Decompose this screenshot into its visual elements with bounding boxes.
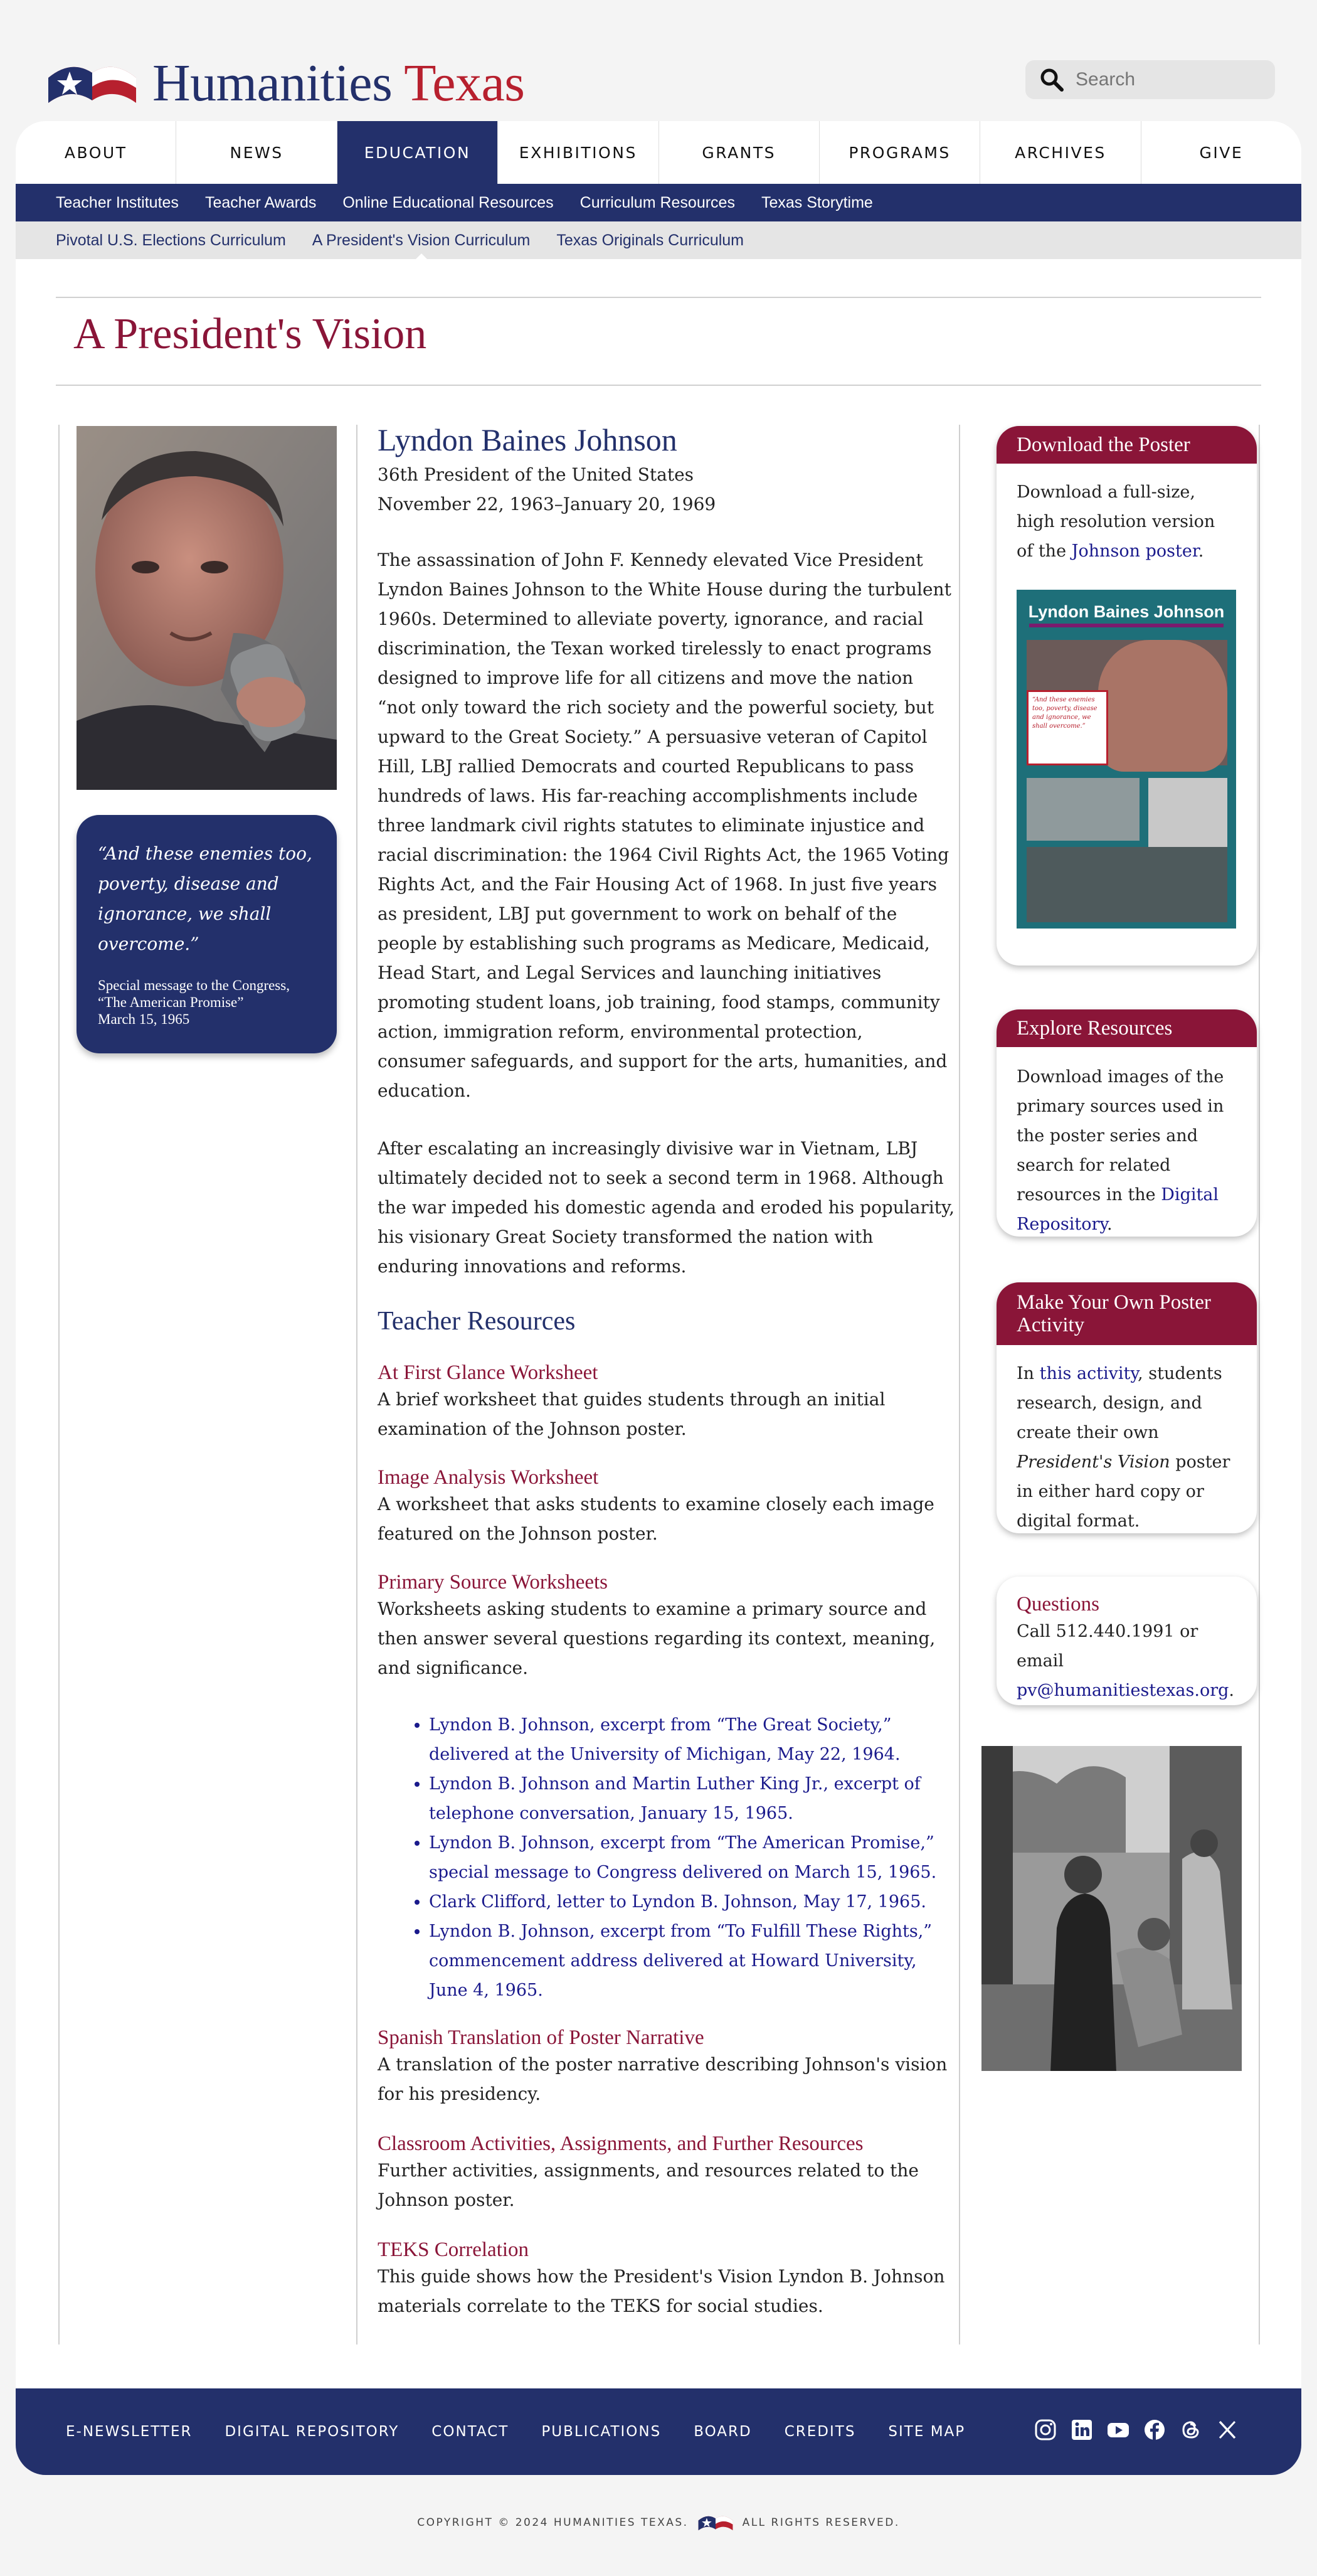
footer-link-enewsletter[interactable]: E-NEWSLETTER: [66, 2424, 193, 2440]
main-nav: [16, 121, 1301, 184]
poster-activity-heading: Make Your Own Poster Activity: [997, 1282, 1257, 1345]
nav-education[interactable]: EDUCATION: [337, 121, 498, 184]
primary-source-link[interactable]: • Lyndon B. Johnson and Martin Luther King Jr., excerpt of telephone conversation, January 15, 1965.: [429, 1769, 955, 1828]
footer-link-contact[interactable]: CONTACT: [431, 2424, 509, 2440]
pull-quote-source-line: March 15, 1965: [98, 1011, 190, 1027]
linkedin-icon[interactable]: [1071, 2419, 1093, 2441]
search-input[interactable]: [1076, 69, 1264, 90]
main-content: [378, 421, 955, 2321]
primary-source-link[interactable]: • Lyndon B. Johnson, excerpt from “To Fulfill These Rights,” commencement address delivered at Howard University, June 4, 1965.: [429, 1917, 955, 2005]
texas-flag-logo-icon: [46, 59, 139, 108]
primary-source-link[interactable]: • Lyndon B. Johnson, excerpt from “The American Promise,” special message to Congress delivered on March 15, 1965.: [429, 1828, 955, 1887]
johnson-poster-link[interactable]: Johnson poster: [1071, 541, 1198, 561]
poster-activity-text: In: [1017, 1364, 1035, 1383]
facebook-icon[interactable]: [1143, 2419, 1166, 2441]
biography-paragraph: After escalating an increasingly divisive war in Vietnam, LBJ ultimately decided not to seek a second term in 1968. Although the war impeded his domestic agenda and eroded his popularity, his visionary Great Society transformed the nation with enduring innovations and reforms.: [378, 1138, 955, 1277]
subnav-texas-storytime[interactable]: Texas Storytime: [761, 193, 873, 211]
explore-resources-period: .: [1107, 1215, 1113, 1234]
primary-source-link[interactable]: • Clark Clifford, letter to Lyndon B. Johnson, May 17, 1965.: [429, 1887, 955, 1917]
download-poster-text: Download a full-size, high resolution version of the: [1017, 482, 1215, 561]
youtube-icon[interactable]: [1107, 2419, 1129, 2441]
site-footer: [16, 2388, 1301, 2475]
subnav-presidents-vision-label: A President's Vision Curriculum: [312, 231, 531, 249]
column-divider: [356, 425, 357, 2344]
download-poster-heading: Download the Poster: [997, 426, 1257, 464]
questions-box: [997, 1577, 1257, 1705]
download-poster-box: [997, 426, 1257, 966]
page-card: [16, 121, 1301, 2475]
lbj-meeting-photo: [981, 1746, 1242, 2071]
footer-link-digital-repository[interactable]: DIGITAL REPOSITORY: [225, 2424, 399, 2440]
pull-quote-source: [98, 977, 315, 1028]
explore-resources-text: Download images of the primary sources used in the poster series and search for related resources in the: [1017, 1067, 1224, 1205]
subnav-teacher-awards[interactable]: Teacher Awards: [204, 193, 317, 211]
nav-programs[interactable]: PROGRAMS: [820, 121, 980, 184]
teacher-resources-heading: Teacher Resources: [378, 1307, 576, 1336]
site-logo[interactable]: [46, 53, 524, 114]
poster-thumbnail[interactable]: [1017, 590, 1236, 929]
nav-grants[interactable]: GRANTS: [659, 121, 820, 184]
pull-quote-source-line: “The American Promise”: [98, 994, 244, 1010]
footer-link-site-map[interactable]: SITE MAP: [888, 2424, 966, 2440]
pull-quote-text: “And these enemies too, poverty, disease and ignorance, we shall overcome.”: [98, 843, 312, 954]
resource-link-spanish-translation[interactable]: Spanish Translation of Poster Narrative: [378, 2026, 704, 2049]
nav-archives[interactable]: ARCHIVES: [980, 121, 1141, 184]
questions-heading: Questions: [1017, 1593, 1099, 1615]
subnav-teacher-institutes[interactable]: Teacher Institutes: [56, 193, 179, 211]
lbj-portrait-photo: [77, 426, 337, 790]
poster-activity-text: , students research, design, and create their own: [1017, 1364, 1222, 1442]
resource-link-teks-correlation[interactable]: TEKS Correlation: [378, 2238, 529, 2261]
primary-source-list: [378, 1710, 955, 2005]
explore-resources-heading: Explore Resources: [997, 1009, 1257, 1047]
poster-activity-box: [997, 1282, 1257, 1533]
active-caret-icon: [414, 253, 429, 261]
resource-link-first-glance[interactable]: At First Glance Worksheet: [378, 1361, 598, 1384]
president-name: Lyndon Baines Johnson: [378, 422, 677, 457]
resource-description: This guide shows how the President's Vision Lyndon B. Johnson materials correlate to the TEKS for social studies.: [378, 2266, 945, 2316]
column-divider: [1259, 425, 1260, 2344]
copyright-text: COPYRIGHT © 2024 HUMANITIES TEXAS.: [417, 2516, 689, 2529]
poster-thumbnail-title: Lyndon Baines Johnson: [1028, 602, 1225, 621]
poster-thumbnail-quote: “And these enemies too, poverty, disease and ignorance, we shall overcome.”: [1027, 690, 1108, 765]
biography-paragraph: The assassination of John F. Kennedy elevated Vice President Lyndon Baines Johnson to the White House during the turbulent 1960s. Determined to alleviate poverty, ignorance, and racial discrimination, the Texan worked tirelessly to enact programs designed to improve life for all citizens and move the nation “not only toward the rich society and the powerful society, but upward to the Great Society.” A persuasive veteran of Capitol Hill, LBJ rallied Democrats and courted Republicans to pass hundreds of laws. His far-reaching accomplishments include three landmark civil rights statutes to eliminate injustice and racial discrimination: the 1964 Civil Rights Act, the 1965 Voting Rights Act, and the Fair Housing Act of 1968. In just five years as president, LBJ put government to work on behalf of the people by establishing such programs as Medicare, Medicaid, Head Start, and Legal Services and launching initiatives promoting student loans, job training, food stamps, community action, immigration reform, environmental protection, consumer safeguards, and support for the arts, humanities, and education.: [378, 550, 951, 1101]
subnav-texas-originals[interactable]: Texas Originals Curriculum: [556, 231, 744, 249]
questions-text: Call 512.440.1991 or email: [1017, 1622, 1198, 1671]
nav-exhibitions[interactable]: EXHIBITIONS: [498, 121, 658, 184]
president-term: November 22, 1963–January 20, 1969: [378, 494, 716, 514]
explore-resources-box: [997, 1009, 1257, 1237]
resource-description: Worksheets asking students to examine a primary source and then answer several questions regarding its context, meaning, and significance.: [378, 1599, 936, 1678]
sub-nav-curriculum: [16, 221, 1301, 259]
title-top-rule: [56, 297, 1261, 298]
search-box[interactable]: [1025, 60, 1275, 99]
subnav-online-educational-resources[interactable]: Online Educational Resources: [342, 193, 554, 211]
subnav-pivotal-elections[interactable]: Pivotal U.S. Elections Curriculum: [56, 231, 286, 249]
nav-give[interactable]: GIVE: [1199, 143, 1244, 162]
resource-link-classroom-activities[interactable]: Classroom Activities, Assignments, and Further Resources: [378, 2132, 864, 2155]
resource-description: A worksheet that asks students to examine closely each image featured on the Johnson poster.: [378, 1494, 934, 1544]
social-links: [1020, 2419, 1239, 2441]
page-title: A President's Vision: [73, 310, 427, 358]
resource-link-image-analysis[interactable]: Image Analysis Worksheet: [378, 1466, 599, 1489]
search-icon[interactable]: [1039, 67, 1064, 92]
this-activity-link[interactable]: this activity: [1039, 1364, 1138, 1383]
footer-link-credits[interactable]: CREDITS: [784, 2424, 856, 2440]
download-poster-period: .: [1198, 541, 1204, 561]
primary-source-link[interactable]: • Lyndon B. Johnson, excerpt from “The Great Society,” delivered at the University of Michigan, May 22, 1964.: [429, 1710, 955, 1769]
copyright-notice: [0, 2513, 1317, 2533]
resource-description: A translation of the poster narrative describing Johnson's vision for his presidency.: [378, 2054, 948, 2104]
threads-icon[interactable]: [1180, 2419, 1202, 2441]
footer-link-board[interactable]: BOARD: [694, 2424, 752, 2440]
resource-link-primary-source[interactable]: Primary Source Worksheets: [378, 1571, 608, 1594]
nav-about[interactable]: ABOUT: [16, 121, 176, 184]
sub-nav: [16, 184, 1301, 221]
column-divider: [959, 425, 960, 2344]
resource-description: A brief worksheet that guides students through an initial examination of the Johnson poster.: [378, 1389, 886, 1439]
instagram-icon[interactable]: [1034, 2419, 1057, 2441]
title-bottom-rule: [56, 385, 1261, 386]
copyright-text: ALL RIGHTS RESERVED.: [742, 2516, 900, 2529]
footer-logo-icon: [697, 2513, 734, 2533]
poster-activity-italic: President's Vision: [1017, 1452, 1170, 1472]
digital-repository-link[interactable]: Digital Repository: [1017, 1185, 1219, 1234]
footer-link-publications[interactable]: PUBLICATIONS: [541, 2424, 662, 2440]
subnav-curriculum-resources[interactable]: Curriculum Resources: [579, 193, 735, 211]
x-twitter-icon[interactable]: [1216, 2419, 1239, 2441]
pull-quote-card: [77, 815, 337, 1053]
logo-text-texas: Texas: [404, 54, 525, 112]
president-role: 36th President of the United States: [378, 464, 694, 485]
questions-email-link[interactable]: pv@humanitiestexas.org: [1017, 1681, 1229, 1700]
column-divider: [58, 425, 60, 2344]
resource-description: Further activities, assignments, and resources related to the Johnson poster.: [378, 2160, 919, 2210]
pull-quote-source-line: Special message to the Congress,: [98, 977, 290, 993]
nav-news[interactable]: NEWS: [176, 121, 337, 184]
logo-text-humanities: Humanities: [152, 54, 393, 112]
poster-activity-text: poster in either hard copy or digital format.: [1017, 1452, 1230, 1531]
subnav-presidents-vision[interactable]: [312, 232, 531, 250]
questions-period: .: [1229, 1681, 1234, 1700]
